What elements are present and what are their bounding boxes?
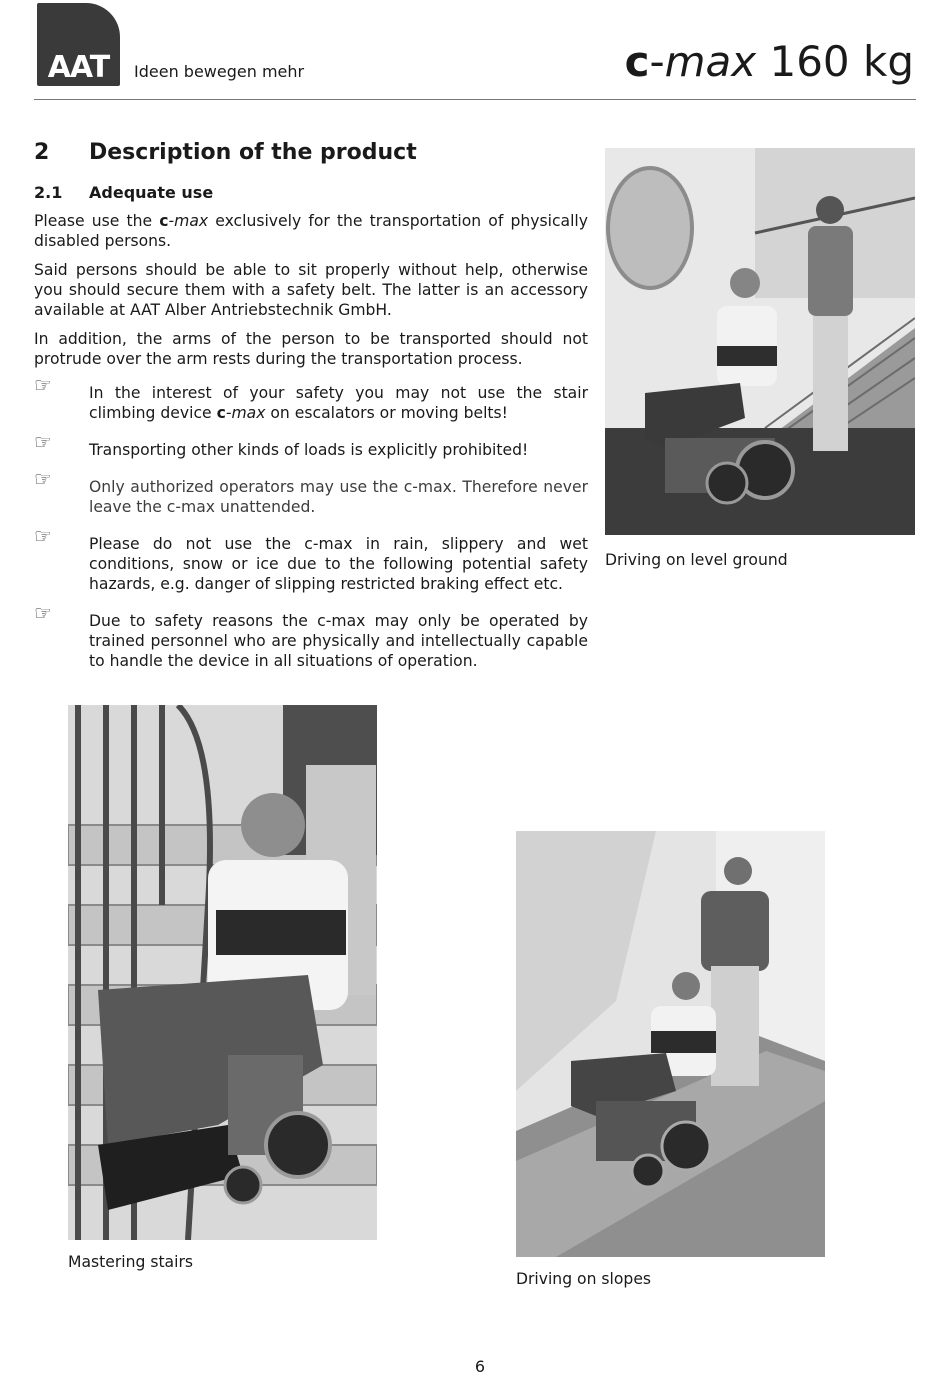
page-number: 6 bbox=[474, 1357, 486, 1376]
p1-post: exclusively for the transportation of physically disabled persons. bbox=[34, 212, 588, 250]
b1-brand-max: -max bbox=[225, 404, 266, 422]
photo-driving-slopes bbox=[516, 831, 825, 1257]
warning-item bbox=[34, 467, 588, 517]
warning-text: Only authorized operators may use the c-max. Therefore never leave the c-max unattended. bbox=[89, 478, 588, 516]
pointing-hand-icon: ☞ bbox=[34, 524, 52, 548]
warning-text: Transporting other kinds of loads is explicitly prohibited! bbox=[89, 441, 529, 459]
warning-text: Please do not use the c-max in rain, slippery and wet conditions, snow or ice due to the following potential safety hazards, e.g. danger of slipping restricted braking effect etc. bbox=[89, 535, 588, 593]
pointing-hand-icon: ☞ bbox=[34, 373, 52, 397]
warning-item bbox=[34, 524, 588, 594]
warning-item bbox=[34, 430, 588, 460]
warning-item bbox=[34, 373, 588, 423]
slogan: Ideen bewegen mehr bbox=[134, 62, 305, 81]
product-title bbox=[625, 36, 914, 88]
product-title-weight: 160 kg bbox=[756, 37, 914, 86]
b1-brand-c: c bbox=[216, 404, 226, 422]
b1-pre: In the interest of your safety you may not use the stair climbing device bbox=[89, 384, 588, 422]
caption-mastering-stairs: Mastering stairs bbox=[68, 1253, 193, 1271]
photo-stairs-illustration bbox=[68, 705, 377, 1240]
section-heading bbox=[34, 138, 588, 168]
b1-post: on escalators or moving belts! bbox=[265, 404, 508, 422]
caption-level-ground: Driving on level ground bbox=[605, 551, 788, 569]
photo-level-ground bbox=[605, 148, 915, 535]
pointing-hand-icon: ☞ bbox=[34, 467, 52, 491]
logo-text: AAT bbox=[47, 50, 110, 85]
subsection-title: Adequate use bbox=[89, 183, 214, 202]
warning-item bbox=[34, 601, 588, 671]
subsection-heading bbox=[34, 182, 588, 204]
warning-text bbox=[89, 383, 588, 423]
pointing-hand-icon: ☞ bbox=[34, 430, 52, 454]
product-title-c: c bbox=[624, 37, 650, 86]
pointing-hand-icon: ☞ bbox=[34, 601, 52, 625]
section-title: Description of the product bbox=[89, 140, 417, 165]
header-divider bbox=[34, 99, 916, 100]
product-title-dash: - bbox=[649, 37, 665, 86]
photo-slopes-illustration bbox=[516, 831, 825, 1257]
paragraph-adequate-use bbox=[34, 211, 588, 251]
text-column bbox=[34, 138, 588, 688]
section-number: 2 bbox=[34, 140, 50, 165]
paragraph-safety-belt: Said persons should be able to sit properly without help, otherwise you should secure them with a safety belt. The latter is an accessory available at AAT Alber Antriebstechnik GmbH. bbox=[34, 261, 588, 319]
warning-text: Due to safety reasons the c-max may only be operated by trained personnel who are physically and intellectually capable to handle the device in all situations of operation. bbox=[89, 612, 588, 670]
product-title-max: max bbox=[664, 37, 757, 86]
p1-brand-max: -max bbox=[168, 212, 209, 230]
p1-brand-c: c bbox=[159, 212, 169, 230]
aat-logo bbox=[37, 3, 120, 86]
p1-pre: Please use the bbox=[34, 212, 160, 230]
warning-list bbox=[34, 373, 588, 671]
photo-mastering-stairs bbox=[68, 705, 377, 1240]
subsection-number: 2.1 bbox=[34, 183, 63, 202]
photo-level-ground-illustration bbox=[605, 148, 915, 535]
paragraph-arm-rests: In addition, the arms of the person to be transported should not protrude over the arm rests during the transportation process. bbox=[34, 330, 588, 368]
caption-driving-slopes: Driving on slopes bbox=[516, 1270, 652, 1288]
